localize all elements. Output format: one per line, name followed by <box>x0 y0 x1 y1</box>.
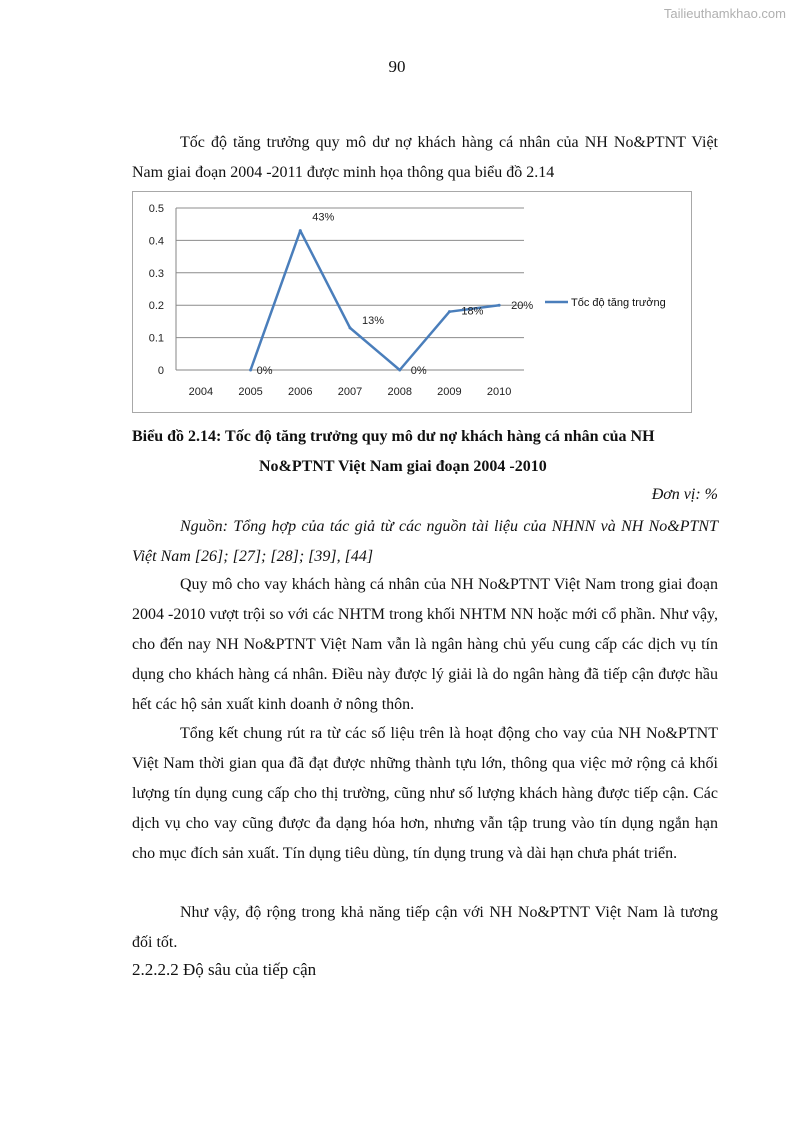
body-paragraph-3: Như vậy, độ rộng trong khả năng tiếp cận với NH No&PTNT Việt Nam là tương đối tốt. <box>132 904 718 951</box>
figure-caption-line2: No&PTNT Việt Nam giai đoạn 2004 -2010 <box>259 458 547 475</box>
intro-paragraph: Tốc độ tăng trưởng quy mô dư nợ khách hàng cá nhân của NH No&PTNT Việt Nam giai đoạn 2004 -2011 được minh họa thông qua biểu đồ 2.14 <box>132 134 718 181</box>
y-tick-label: 0.3 <box>148 267 164 280</box>
data-point <box>398 369 401 372</box>
data-label: 18% <box>461 305 484 318</box>
x-tick-label: 2008 <box>387 386 412 398</box>
data-point <box>249 369 252 372</box>
data-label: 13% <box>361 314 385 327</box>
series-line <box>251 231 500 370</box>
source-note: Nguồn: Tổng hợp của tác giả từ các nguồn tài liệu của NHNN và NH No&PTNT Việt Nam [26]; [27]; [28]; [39], [44] <box>132 518 718 565</box>
body-paragraph-1: Quy mô cho vay khách hàng cá nhân của NH No&PTNT Việt Nam trong giai đoạn 2004 -2010 vượt trội so với các NHTM trong khối NHTM NN hoặc mới cổ phần. Như vậy, cho đến nay NH No&PTNT Việt Nam vẫn là ngân hàng chủ yếu cung cấp các dịch vụ tín dụng cho khách hàng cá nhân. Điều này được lý giải là do ngân hàng đã tiếp cận được hầu hết các hộ sản xuất kinh doanh ở nông thôn. <box>132 576 718 713</box>
watermark: Tailieuthamkhao.com <box>663 6 786 21</box>
body-paragraph-2: Tổng kết chung rút ra từ các số liệu trên là hoạt động cho vay của NH No&PTNT Việt Nam thời gian qua đã đạt được những thành tựu lớn, thông qua việc mở rộng cả khối lượng tín dụng cung cấp cho thị trường, cũng như số lượng khách hàng được tiếp cận. Các dịch vụ cho vay cũng được đa dạng hóa hơn, nhưng vẫn tập trung vào tín dụng ngắn hạn cho mục đích sản xuất. Tín dụng tiêu dùng, tín dụng trung và dài hạn chưa phát triển. <box>132 725 718 862</box>
y-tick-label: 0.2 <box>148 300 164 313</box>
x-tick-label: 2010 <box>486 386 512 398</box>
legend-label: Tốc độ tăng trưởng <box>571 297 666 309</box>
data-point <box>299 229 302 232</box>
x-tick-label: 2005 <box>238 386 263 398</box>
y-tick-label: 0.5 <box>148 203 164 215</box>
x-tick-label: 2004 <box>188 386 214 398</box>
data-label: 20% <box>511 300 534 313</box>
data-label: 0% <box>410 365 427 377</box>
data-point <box>349 326 352 329</box>
data-point <box>498 304 501 307</box>
data-label: 43% <box>312 211 335 224</box>
y-tick-label: 0.4 <box>148 235 164 248</box>
x-tick-label: 2009 <box>437 386 462 398</box>
growth-chart-svg <box>133 192 691 412</box>
x-tick-label: 2006 <box>288 386 313 398</box>
unit-note: Đơn vị: % <box>651 486 718 503</box>
x-tick-label: 2007 <box>337 386 363 398</box>
y-tick-label: 0.1 <box>148 332 164 345</box>
section-heading: 2.2.2.2 Độ sâu của tiếp cận <box>132 960 317 979</box>
figure-caption-line1: Biểu đồ 2.14: Tốc độ tăng trưởng quy mô dư nợ khách hàng cá nhân của NH <box>132 428 655 445</box>
data-point <box>448 310 451 313</box>
data-label: 0% <box>256 365 273 377</box>
y-tick-label: 0 <box>157 365 164 377</box>
growth-chart <box>132 191 692 413</box>
page-number: 90 <box>388 57 406 76</box>
